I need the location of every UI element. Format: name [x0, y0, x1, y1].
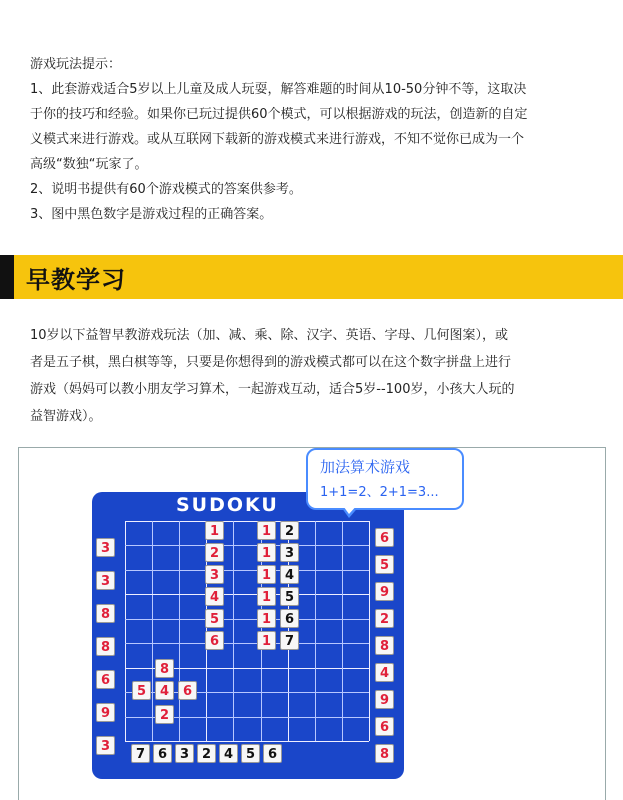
number-tile: 6	[280, 609, 299, 628]
number-tile: 1	[257, 543, 276, 562]
number-tile: 3	[96, 571, 115, 590]
number-tile: 6	[263, 744, 282, 763]
cross-tile-right: 6	[178, 681, 197, 700]
number-tile: 3	[280, 543, 299, 562]
grid-line-horizontal	[125, 570, 369, 571]
number-tile: 6	[375, 717, 394, 736]
intro-line: 10岁以下益智早教游戏玩法（加、减、乘、除、汉字、英语、字母、几何图案），或	[30, 328, 509, 343]
number-tile: 1	[257, 587, 276, 606]
number-tile: 8	[96, 604, 115, 623]
section-header-bar	[0, 255, 623, 299]
tips-line: 高级“数独“玩家了。	[30, 157, 148, 172]
grid-line-vertical	[315, 521, 316, 741]
product-photo	[18, 447, 606, 800]
number-tile: 5	[241, 744, 260, 763]
grid-line-vertical	[125, 521, 126, 741]
grid-line-horizontal	[125, 545, 369, 546]
grid-line-vertical	[152, 521, 153, 741]
number-tile: 9	[375, 582, 394, 601]
cross-tile-bottom: 2	[155, 705, 174, 724]
number-tile: 3	[175, 744, 194, 763]
intro-line: 者是五子棋，黑白棋等等，只要是你想得到的游戏模式都可以在这个数字拼盘上进行	[30, 355, 512, 370]
number-tile: 2	[280, 521, 299, 540]
tips-line: 于你的技巧和经验。如果你已玩过提供60个模式，可以根据游戏的玩法，创造新的自定	[30, 107, 528, 122]
number-tile: 8	[375, 636, 394, 655]
intro-paragraph	[30, 322, 595, 430]
tips-heading: 游戏玩法提示：	[30, 57, 122, 72]
number-tile: 7	[131, 744, 150, 763]
grid-line-horizontal	[125, 594, 369, 595]
number-tile: 8	[96, 637, 115, 656]
section-title: 早教学习	[26, 266, 126, 294]
grid-line-vertical	[369, 521, 370, 741]
number-tile: 4	[205, 587, 224, 606]
number-tile: 1	[257, 565, 276, 584]
section-marker	[0, 255, 14, 299]
number-tile: 2	[205, 543, 224, 562]
number-tile: 6	[96, 670, 115, 689]
grid-line-vertical	[342, 521, 343, 741]
cross-tile-left: 5	[132, 681, 151, 700]
number-tile: 6	[205, 631, 224, 650]
number-tile: 6	[153, 744, 172, 763]
number-tile: 4	[280, 565, 299, 584]
number-tile: 9	[375, 690, 394, 709]
grid-line-horizontal	[125, 741, 369, 742]
number-tile: 6	[375, 528, 394, 547]
tips-line: 3、图中黑色数字是游戏过程的正确答案。	[30, 207, 273, 222]
board-title: SUDOKU	[176, 494, 279, 516]
tips-line: 1、此套游戏适合5岁以上儿童及成人玩耍，解答难题的时间从10-50分钟不等，这取决	[30, 82, 527, 97]
grid-line-vertical	[233, 521, 234, 741]
number-tile: 4	[219, 744, 238, 763]
number-tile: 2	[197, 744, 216, 763]
number-tile: 2	[375, 609, 394, 628]
cross-tile-center: 4	[155, 681, 174, 700]
number-tile: 7	[280, 631, 299, 650]
number-tile: 1	[257, 631, 276, 650]
bubble-tail-inner	[341, 503, 359, 514]
grid-line-horizontal	[125, 521, 369, 522]
number-tile: 8	[375, 744, 394, 763]
number-tile: 1	[257, 609, 276, 628]
number-tile: 3	[96, 736, 115, 755]
number-tile: 4	[375, 663, 394, 682]
tips-line: 义模式来进行游戏。或从互联网下载新的游戏模式来进行游戏，不知不觉你已成为一个	[30, 132, 525, 147]
tips-line: 2、说明书提供有60个游戏模式的答案供参考。	[30, 182, 302, 197]
grid-line-horizontal	[125, 619, 369, 620]
number-tile: 5	[280, 587, 299, 606]
bubble-formula: 1+1=2、2+1=3...	[320, 485, 439, 500]
intro-line: 益智游戏）。	[30, 409, 102, 424]
grid-line-horizontal	[125, 643, 369, 644]
gameplay-tips	[30, 52, 610, 227]
cross-tile-top: 8	[155, 659, 174, 678]
number-tile: 3	[205, 565, 224, 584]
speech-bubble	[306, 448, 464, 510]
number-tile: 5	[375, 555, 394, 574]
number-tile: 5	[205, 609, 224, 628]
intro-line: 游戏（妈妈可以教小朋友学习算术，一起游戏互动，适合5岁--100岁，小孩大人玩的	[30, 382, 515, 397]
bubble-title: 加法算术游戏	[320, 458, 411, 476]
number-tile: 1	[205, 521, 224, 540]
grid-line-vertical	[179, 521, 180, 741]
number-tile: 9	[96, 703, 115, 722]
number-tile: 1	[257, 521, 276, 540]
number-tile: 3	[96, 538, 115, 557]
